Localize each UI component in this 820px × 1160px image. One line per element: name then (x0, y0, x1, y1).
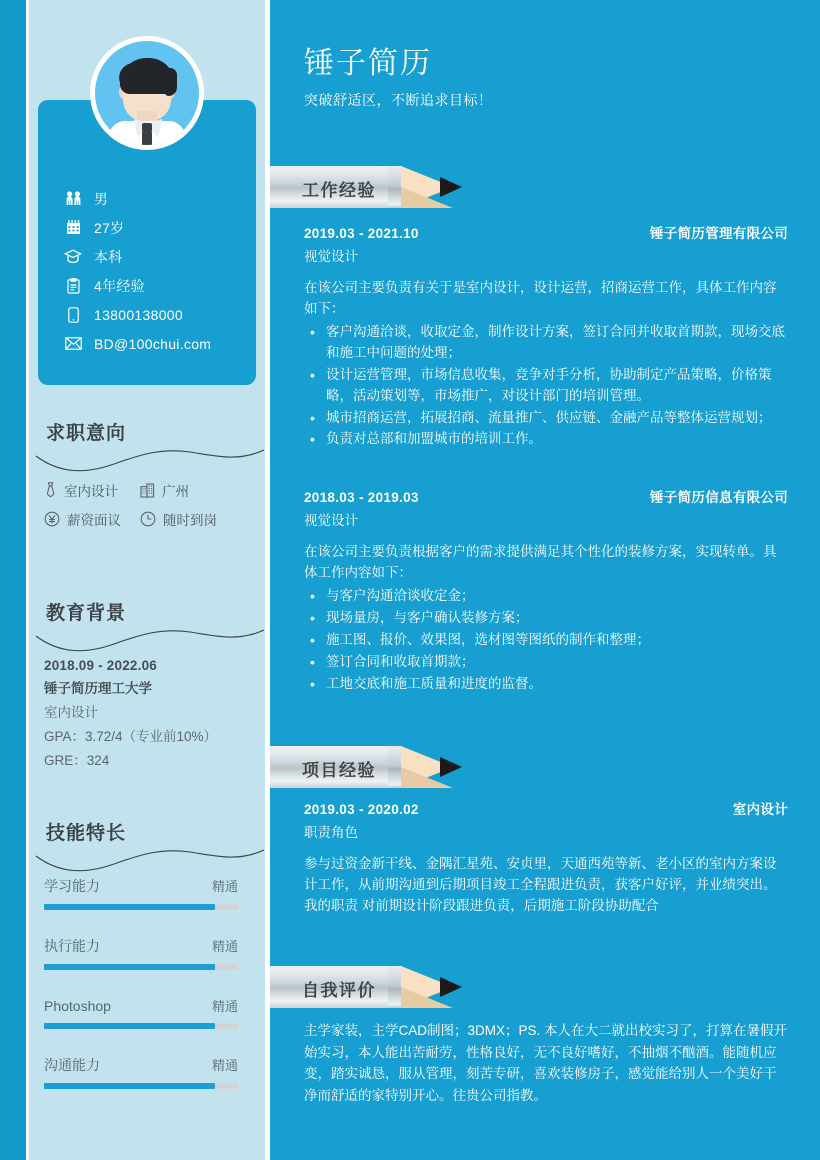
skill-item (44, 1055, 238, 1089)
wave-divider (34, 620, 266, 650)
wave-divider (34, 440, 266, 470)
necktie-icon (44, 482, 57, 499)
skill-level: 精通 (211, 939, 238, 954)
self-evaluation-body (304, 1020, 788, 1106)
skills-title: 技能特长 (46, 823, 127, 844)
skill-progress-fill (44, 964, 215, 970)
pencil-lead-tip (440, 977, 462, 997)
profile-value-email: BD@100chui.com (94, 335, 212, 352)
list-item: • 城市招商运营，拓展招商、流量推广、供应链、金融产品等整体运营规划； (304, 408, 788, 429)
pencil-lead-tip (440, 757, 462, 777)
job-intention-availability (140, 509, 217, 529)
skill-level: 精通 (211, 999, 238, 1014)
skill-progress-track (44, 964, 238, 970)
skill-item (44, 876, 238, 910)
page-slogan: 突破舒适区，不断追求目标！ (304, 92, 493, 108)
job-intention-city-value: 广州 (162, 484, 189, 499)
project-entry-desc: 参与过资金新干线、金隅汇星苑、安贞里，天通西苑等新、老小区的室内方案设计工作，从前期沟通到后期项目竣工全程跟进负责，获客户好评，并业绩突出。 我的职责 对前期设计阶段跟进负责，后期施工阶段协助配合 (304, 856, 777, 913)
job-intention-position (44, 480, 140, 500)
skill-progress-fill (44, 1083, 215, 1089)
project-experience-title: 项目经验 (302, 761, 376, 780)
avatar-hair-side (165, 68, 177, 96)
project-entry-role: 职责角色 (304, 825, 358, 840)
clipboard-icon (62, 278, 84, 294)
job-intention-availability-value: 随时到岗 (163, 513, 217, 528)
education-gre: GRE：324 (44, 753, 110, 768)
education-entry (44, 658, 259, 769)
list-item: • 客户沟通洽谈，收取定金，制作设计方案，签订合同并收取首期款，现场交底和施工中问题的处理； (304, 322, 788, 364)
yen-icon (44, 511, 60, 527)
list-item: • 与客户沟通洽谈收定金； (304, 586, 788, 607)
list-item: • 施工图、报价、效果图，选材图等图纸的制作和整理； (304, 630, 788, 651)
work-entry-org: 锤子简历管理有限公司 (650, 226, 788, 241)
avatar (90, 36, 204, 150)
section-header-project-experience (270, 746, 480, 788)
email-icon (62, 337, 84, 350)
self-evaluation-text: 主学家装，主学CAD制图；3DMX；PS. 本人在大二就出校实习了，打算在暑假开始实习，本人能出苦耐劳，性格良好，无不良好嗜好，不抽烟不酗酒。能随机应变，踏实诚恳，服从管理，刻苦专研，喜欢装修房子，感觉能给别人一个美好干净而舒适的家特别开心。往贵公司指教。 (304, 1023, 788, 1103)
skill-name: Photoshop (44, 998, 111, 1014)
skill-name: 沟通能力 (44, 1057, 100, 1073)
skill-name: 学习能力 (44, 878, 100, 894)
education-title: 教育背景 (46, 603, 127, 624)
work-entry (304, 222, 788, 451)
pencil-band (388, 166, 402, 208)
list-item: • 现场量房，与客户确认装修方案； (304, 608, 788, 629)
project-entry-org: 室内设计 (732, 802, 788, 817)
skill-item (44, 936, 238, 970)
work-entry-date: 2019.03 - 2021.10 (304, 226, 419, 241)
work-entry-role: 视觉设计 (304, 513, 358, 528)
job-intention-row (44, 480, 264, 500)
job-intention-salary-value: 薪资面议 (67, 513, 121, 528)
skill-level: 精通 (211, 879, 238, 894)
skill-progress-fill (44, 1023, 215, 1029)
profile-value-education: 本科 (94, 248, 123, 265)
job-intention-salary (44, 509, 140, 529)
page-title: 锤子简历 (304, 47, 432, 80)
skill-progress-fill (44, 904, 215, 910)
work-experience-title: 工作经验 (302, 181, 376, 200)
self-evaluation-title: 自我评价 (302, 981, 376, 1000)
skill-name: 执行能力 (44, 938, 100, 954)
skill-progress-track (44, 904, 238, 910)
list-item: • 工地交底和施工质量和进度的监督。 (304, 674, 788, 695)
profile-info-list (62, 184, 252, 358)
gender-icon (62, 191, 84, 206)
project-entry-date: 2019.03 - 2020.02 (304, 802, 419, 817)
work-entry-org: 锤子简历信息有限公司 (650, 490, 788, 505)
phone-icon (62, 307, 84, 323)
section-header-work-experience (270, 166, 480, 208)
clock-icon (140, 511, 156, 527)
person-avatar-icon (95, 41, 199, 145)
skills-list (44, 876, 238, 1115)
job-intention-position-value: 室内设计 (64, 484, 118, 499)
profile-value-experience: 4年经验 (94, 277, 145, 294)
pencil-band (388, 966, 402, 1008)
job-intention-items (44, 480, 264, 538)
skill-progress-track (44, 1023, 238, 1029)
skill-level: 精通 (211, 1058, 238, 1073)
calendar-icon (62, 220, 84, 235)
education-school: 锤子简历理工大学 (44, 681, 152, 696)
work-entry-date: 2018.03 - 2019.03 (304, 490, 419, 505)
wave-divider (34, 840, 266, 870)
job-intention-city (140, 480, 189, 500)
pencil-band (388, 746, 402, 788)
profile-row-education (62, 242, 252, 271)
building-icon (140, 483, 155, 498)
main-content (270, 0, 820, 1160)
work-entry-role: 视觉设计 (304, 249, 358, 264)
work-entry-bullets (304, 322, 788, 451)
profile-value-age: 27岁 (94, 219, 125, 236)
work-entry-bullets (304, 586, 788, 695)
list-item: • 负责对总部和加盟城市的培训工作。 (304, 429, 788, 450)
avatar-tie (142, 131, 152, 145)
pencil-lead-tip (440, 177, 462, 197)
list-item: • 设计运营管理，市场信息收集，竞争对手分析，协助制定产品策略，价格策略，活动策划等，市场推广，对设计部门的培训管理。 (304, 365, 788, 407)
profile-row-phone (62, 300, 252, 329)
education-icon (62, 249, 84, 264)
profile-row-age (62, 213, 252, 242)
profile-row-gender (62, 184, 252, 213)
work-entry (304, 486, 788, 695)
skill-item (44, 996, 238, 1029)
left-accent-strip (0, 0, 26, 1160)
profile-row-experience (62, 271, 252, 300)
work-entry-desc: 在该公司主要负责根据客户的需求提供满足其个性化的装修方案，实现转单。具体工作内容如下： (304, 544, 777, 580)
education-major: 室内设计 (44, 705, 98, 720)
profile-value-gender: 男 (94, 190, 109, 207)
list-item: • 签订合同和收取首期款； (304, 652, 788, 673)
job-intention-row (44, 509, 264, 529)
skill-progress-track (44, 1083, 238, 1089)
section-header-self-evaluation (270, 966, 480, 1008)
education-gpa: GPA：3.72/4（专业前10%） (44, 729, 218, 744)
profile-value-phone: 13800138000 (94, 306, 183, 323)
work-entry-desc: 在该公司主要负责有关于是室内设计，设计运营，招商运营工作，具体工作内容如下： (304, 280, 777, 316)
project-entry (304, 798, 788, 917)
education-date: 2018.09 - 2022.06 (44, 658, 157, 673)
profile-row-email (62, 329, 252, 358)
job-intention-title: 求职意向 (46, 423, 127, 444)
